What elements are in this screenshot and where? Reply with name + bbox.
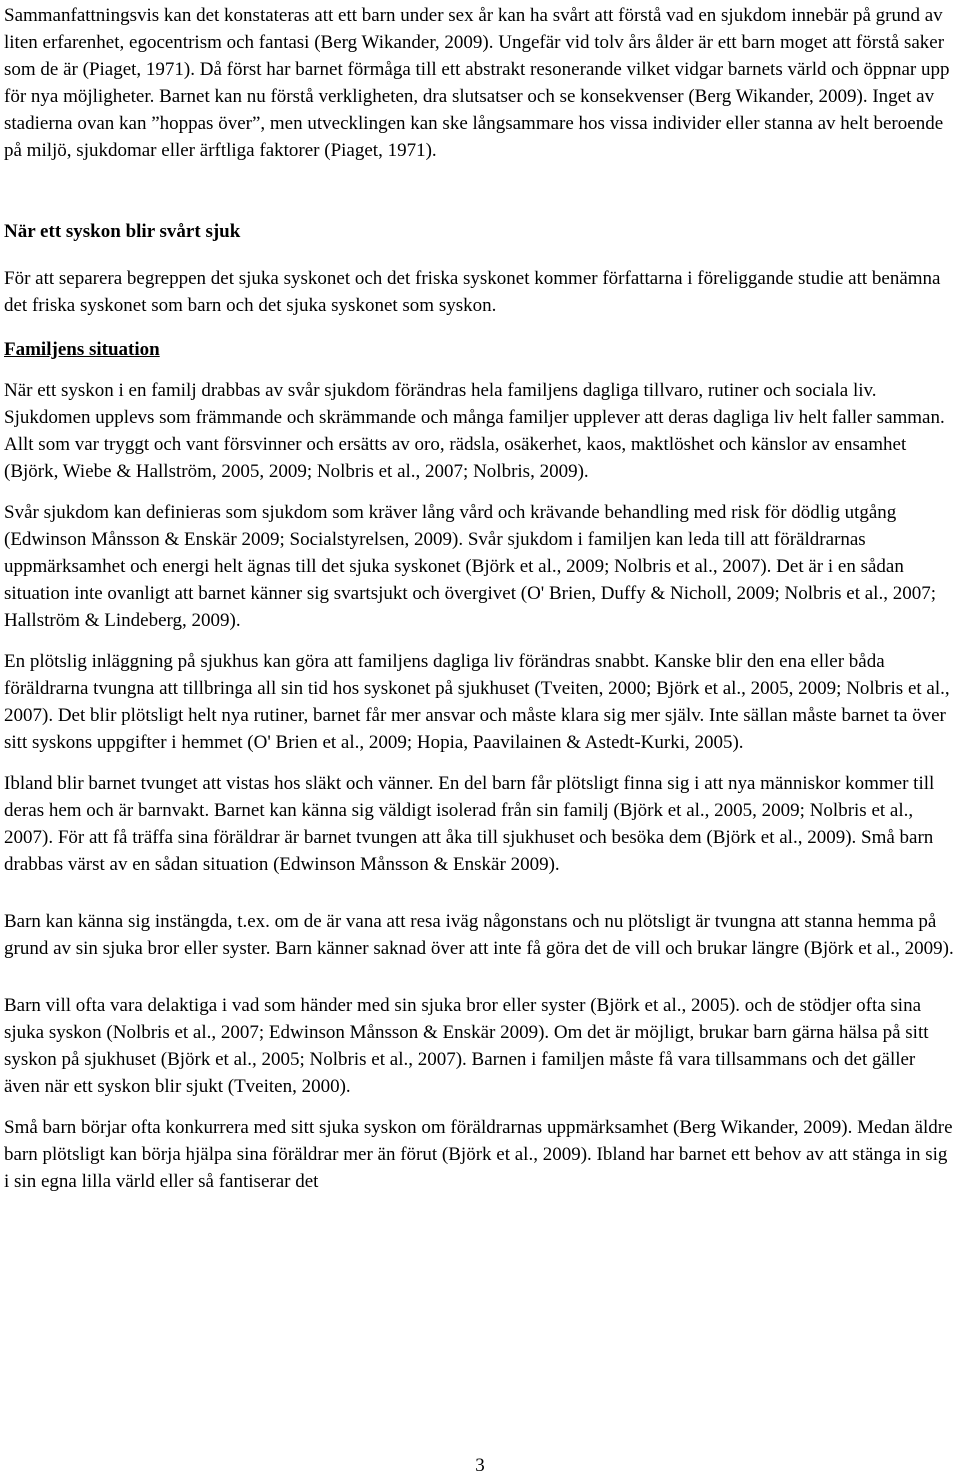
paragraph-serious-illness: Svår sjukdom kan definieras som sjukdom som kräver lång vård och krävande behandling med risk för dödlig utgång (Edwinson Månsson & Enskär 2009; Socialstyrelsen, 2009). Svår sjukdom i familjen kan leda till att föräldrarnas uppmärksamhet och energi helt ägnas till det sjuka syskonet (Björk et al., 2009; Nolbris et al., 2007). Det är i en sådan situation inte ovanligt att barnet känner sig svartsjukt och övergivet (O' Brien, Duffy & Nicholl, 2009; Nolbris et al., 2007; Hallström & Lindeberg, 2009). — [4, 502, 936, 631]
section-heading: När ett syskon blir svårt sjuk — [4, 221, 241, 242]
document-page — [4, 0, 954, 1195]
page-number: 3 — [475, 1455, 485, 1476]
paragraph-confined: Barn kan känna sig instängda, t.ex. om de är vana att resa iväg någonstans och nu plötsligt är tvungna att stanna hemma på grund av sin sjuka bror eller syster. Barn känner saknad över att inte få göra det de vill och brukar längre (Björk et al., 2009). — [4, 911, 954, 959]
paragraph-summary: Sammanfattningsvis kan det konstateras att ett barn under sex år kan ha svårt att förstå vad en sjukdom innebär på grund av liten erfarenhet, egocentrism och fantasi (Berg Wikander, 2009). Ungefär vid tolv års ålder är ett barn moget att förstå saker som de är (Piaget, 1971). Då först har barnet förmåga till ett abstrakt resonerande vilket vidgar barnets värld och öppnar upp för nya möjligheter. Barnet kan nu förstå verkligheten, dra slutsatser och se konsekvenser (Berg Wikander, 2009). Inget av stadierna ovan kan ”hoppas över”, men utvecklingen kan ske långsammare hos vissa individer eller stanna av helt beroende på miljö, sjukdomar eller ärftliga faktorer (Piaget, 1971). — [4, 5, 950, 161]
paragraph-competition: Små barn börjar ofta konkurrera med sitt sjuka syskon om föräldrarnas uppmärksamhet (Berg Wikander, 2009). Medan äldre barn plötsligt kan börja hjälpa sina föräldrar mer än förut (Björk et al., 2009). Ibland har barnet ett behov av att stänga in sig i sin egna lilla värld eller så fantiserar det — [4, 1117, 953, 1192]
paragraph-relatives: Ibland blir barnet tvunget att vistas hos släkt och vänner. En del barn får plötsligt finna sig i att nya människor kommer till deras hem och är barnvakt. Barnet kan känna sig väldigt isolerad från sin familj (Björk et al., 2005, 2009; Nolbris et al., 2007). För att få träffa sina föräldrar är barnet tvungen att åka till sjukhuset och besöka dem (Björk et al., 2009). Små barn drabbas värst av en sådan situation (Edwinson Månsson & Enskär 2009). — [4, 773, 935, 875]
paragraph-family-situation: När ett syskon i en familj drabbas av svår sjukdom förändras hela familjens dagliga tillvaro, rutiner och sociala liv. Sjukdomen upplevs som främmande och skrämmande och många familjer upplever att deras dagliga liv helt faller samman. Allt som var tryggt och vant försvinner och ersätts av oro, rädsla, osäkerhet, kaos, maktlöshet och känslor av ensamhet (Björk, Wiebe & Hallström, 2005, 2009; Nolbris et al., 2007; Nolbris, 2009). — [4, 380, 945, 482]
paragraph-hospitalization: En plötslig inläggning på sjukhus kan göra att familjens dagliga liv förändras snabbt. Kanske blir den ena eller båda föräldrarna tvungna att tillbringa all sin tid hos syskonet på sjukhuset (Tveiten, 2000; Björk et al., 2005, 2009; Nolbris et al., 2007). Det blir plötsligt helt nya rutiner, barnet får mer ansvar och måste klara sig mer själv. Inte sällan måste barnet ta över sitt syskons uppgifter i hemmet (O' Brien et al., 2009; Hopia, Paavilainen & Astedt-Kurki, 2005). — [4, 651, 950, 753]
paragraph-involvement: Barn vill ofta vara delaktiga i vad som händer med sin sjuka bror eller syster (Björk et al., 2005). och de stödjer ofta sina sjuka syskon (Nolbris et al., 2007; Edwinson Månsson & Enskär 2009). Om det är möjligt, brukar barn gärna hälsa på sitt syskon på sjukhuset (Björk et al., 2005; Nolbris et al., 2007). Barnen i familjen måste få vara tillsammans och det gäller även när ett syskon blir sjukt (Tveiten, 2000). — [4, 995, 929, 1097]
subsection-heading: Familjens situation — [4, 339, 160, 360]
paragraph-definitions: För att separera begreppen det sjuka syskonet och det friska syskonet kommer författarna i föreliggande studie att benämna det friska syskonet som barn och det sjuka syskonet som syskon. — [4, 268, 941, 316]
